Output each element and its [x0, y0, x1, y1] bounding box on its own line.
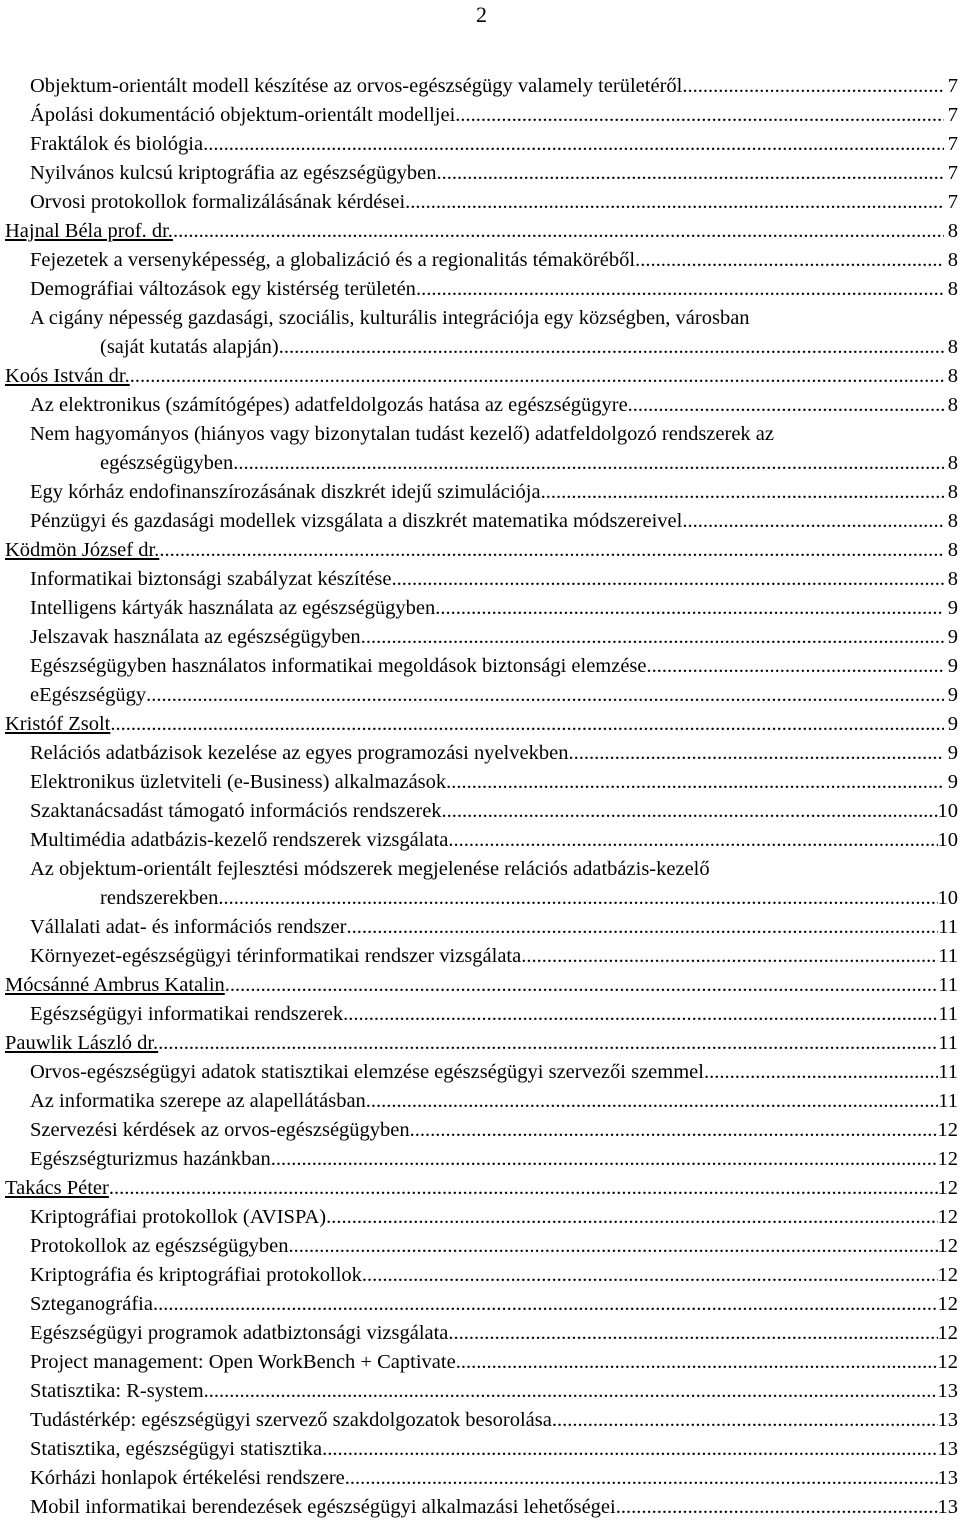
toc-entry-title: Nem hagyományos (hiányos vagy bizonytalan tudást kezelő) adatfeldolgozó rendszerek az: [30, 423, 774, 445]
toc-entry-title: Multimédia adatbázis-kezelő rendszerek vizsgálata: [30, 829, 449, 851]
toc-author-name: Pauwlik László dr.: [5, 1032, 159, 1054]
toc-entry[interactable]: [0, 1145, 960, 1174]
toc-entry-title: Ápolási dokumentáció objektum-orientált modelljei.: [30, 104, 461, 126]
toc-page-number: 12: [937, 1177, 958, 1199]
toc-entry[interactable]: [0, 1203, 960, 1232]
toc-page-number: 12: [937, 1235, 958, 1257]
toc-entry[interactable]: [0, 101, 960, 130]
toc-entry-title: Jelszavak használata az egészségügyben: [30, 626, 361, 648]
toc-author-entry[interactable]: [0, 536, 960, 565]
toc-entry-title: Egészségturizmus hazánkban: [30, 1148, 271, 1170]
toc-entry[interactable]: [0, 1000, 960, 1029]
toc-entry-title: Fraktálok és biológia: [30, 133, 204, 155]
toc-page-number: 8: [947, 249, 958, 271]
toc-page-number: 11: [938, 916, 958, 938]
toc-page-number: 8: [947, 336, 958, 358]
toc-entry-title: Környezet-egészségügyi térinformatikai rendszer vizsgálata: [30, 945, 522, 967]
dot-leader: [322, 1435, 937, 1464]
toc-page-number: 8: [947, 365, 958, 387]
toc-page-number: 13: [937, 1409, 958, 1431]
toc-entry[interactable]: [0, 739, 960, 768]
toc-author-name: Takács Péter: [5, 1177, 109, 1199]
dot-leader: [568, 739, 944, 768]
dot-leader: [346, 913, 938, 942]
toc-entry-title: Protokollok az egészségügyben: [30, 1235, 289, 1257]
toc-entry-title: Az elektronikus (számítógépes) adatfeldolgozás hatása az egészségügyre: [30, 394, 628, 416]
toc-page-number: 10: [937, 887, 958, 909]
toc-entry[interactable]: [0, 1087, 960, 1116]
toc-page-number: 11: [938, 1061, 958, 1083]
dot-leader: [521, 942, 938, 971]
dot-leader: [628, 391, 944, 420]
toc-page-number: 13: [937, 1496, 958, 1518]
dot-leader: [173, 217, 944, 246]
dot-leader: [361, 623, 944, 652]
toc-author-entry[interactable]: [0, 1029, 960, 1058]
toc-entry-title: Fejezetek a versenyképesség, a globalizáció és a regionalitás témaköréből: [30, 249, 636, 271]
toc-page-number: 12: [937, 1351, 958, 1373]
toc-author-name: Hajnal Béla prof. dr.: [5, 220, 173, 242]
toc-entry-title-continued: (saját kutatás alapján): [100, 336, 279, 358]
toc-page-number: 9: [947, 684, 958, 706]
toc-entry[interactable]: [0, 594, 960, 623]
toc-entry-title: Tudástérkép: egészségügyi szervező szakdolgozatok besorolása: [30, 1409, 552, 1431]
toc-entry-title: Orvosi protokollok formalizálásának kérdései: [30, 191, 406, 213]
toc-entry[interactable]: [0, 1493, 960, 1522]
toc-page-number: 9: [947, 626, 958, 648]
toc-page-number: 12: [937, 1264, 958, 1286]
toc-entry[interactable]: [0, 913, 960, 942]
toc-entry-title: Vállalati adat- és információs rendszer: [30, 916, 347, 938]
toc-entry[interactable]: [0, 507, 960, 536]
toc-entry-title: Egy kórház endofinanszírozásának diszkrét idejű szimulációja: [30, 481, 541, 503]
toc-page-number: 7: [947, 104, 958, 126]
toc-entry-title: Egészségügyben használatos informatikai megoldások biztonsági elemzése: [30, 655, 647, 677]
dot-leader: [233, 449, 944, 478]
toc-entry[interactable]: [0, 1058, 960, 1087]
toc-entry[interactable]: [0, 1348, 960, 1377]
toc-entry-title: Elektronikus üzletviteli (e-Business) alkalmazások: [30, 771, 447, 793]
toc-page-number: 7: [947, 191, 958, 213]
dot-leader: [146, 681, 944, 710]
toc-entry-title: Informatikai biztonsági szabályzat készítése: [30, 568, 392, 590]
toc-entry-title: Egészségügyi informatikai rendszerek: [30, 1003, 344, 1025]
toc-entry-title: Szervezési kérdések az orvos-egészségügyben: [30, 1119, 410, 1141]
toc-entry-title: Az informatika szerepe az alapellátásban: [30, 1090, 366, 1112]
toc-page-number: 12: [937, 1293, 958, 1315]
dot-leader: [460, 101, 944, 130]
toc-entry-title: Kriptográfia és kriptográfiai protokollok: [30, 1264, 362, 1286]
toc-entry[interactable]: [0, 275, 960, 304]
toc-entry[interactable]: [0, 942, 960, 971]
dot-leader: [416, 275, 944, 304]
toc-author-name: Kristóf Zsolt: [5, 713, 111, 735]
toc-author-name: Ködmön József dr.: [5, 539, 160, 561]
toc-page-number: 9: [947, 597, 958, 619]
toc-entry[interactable]: [0, 72, 960, 101]
dot-leader: [153, 1290, 938, 1319]
dot-leader: [343, 1000, 938, 1029]
toc-entry-title: Szteganográfia: [30, 1293, 153, 1315]
toc-entry-title-continued: egészségügyben: [100, 452, 234, 474]
toc-page-number: 10: [937, 829, 958, 851]
dot-leader: [448, 1319, 937, 1348]
toc-entry[interactable]: [0, 188, 960, 217]
toc-entry[interactable]: [0, 391, 960, 420]
toc-page-number: 8: [947, 278, 958, 300]
dot-leader: [159, 536, 944, 565]
toc-entry-title: Szaktanácsadást támogató információs rendszerek: [30, 800, 442, 822]
page-number: 2: [476, 2, 487, 27]
toc-entry-title: Orvos-egészségügyi adatok statisztikai elemzése egészségügyi szervezői szemmel: [30, 1061, 704, 1083]
toc-entry-title: Statisztika: R-system: [30, 1380, 204, 1402]
toc-page-number: 8: [947, 568, 958, 590]
toc-page-number: 13: [937, 1438, 958, 1460]
toc-author-entry[interactable]: [0, 971, 960, 1000]
dot-leader: [158, 1029, 938, 1058]
dot-leader: [391, 565, 944, 594]
dot-leader: [687, 72, 944, 101]
toc-entry[interactable]: [0, 246, 960, 275]
toc-entry[interactable]: [0, 623, 960, 652]
toc-entry[interactable]: [0, 159, 960, 188]
toc-entry[interactable]: [0, 1261, 960, 1290]
toc-entry[interactable]: [0, 1116, 960, 1145]
dot-leader: [271, 1145, 938, 1174]
dot-leader: [130, 362, 944, 391]
toc-entry[interactable]: [0, 304, 960, 362]
toc-page-number: 8: [947, 394, 958, 416]
dot-leader: [405, 188, 944, 217]
dot-leader: [203, 130, 944, 159]
toc-entry[interactable]: [0, 652, 960, 681]
toc-author-entry[interactable]: [0, 710, 960, 739]
toc-entry[interactable]: [0, 681, 960, 710]
toc-page-number: 10: [937, 800, 958, 822]
dot-leader: [225, 971, 938, 1000]
toc-page-number: 9: [947, 742, 958, 764]
dot-leader: [110, 710, 944, 739]
table-of-contents: [0, 72, 960, 1522]
dot-leader: [279, 333, 944, 362]
toc-entry[interactable]: [0, 565, 960, 594]
toc-entry-title-continued: rendszerekben: [100, 887, 219, 909]
toc-entry-title: A cigány népesség gazdasági, szociális, kulturális integrációja egy községben, városban: [30, 307, 750, 329]
toc-entry-title: Pénzügyi és gazdasági modellek vizsgálata a diszkrét matematika módszereivel: [30, 510, 683, 532]
toc-page-number: 12: [937, 1119, 958, 1141]
toc-entry-title: Relációs adatbázisok kezelése az egyes programozási nyelvekben: [30, 742, 569, 764]
toc-page-number: 8: [947, 481, 958, 503]
toc-entry-title: Kriptográfiai protokollok (AVISPA): [30, 1206, 327, 1228]
dot-leader: [326, 1203, 937, 1232]
toc-page-number: 11: [938, 1003, 958, 1025]
toc-entry[interactable]: [0, 420, 960, 478]
toc-entry[interactable]: [0, 1290, 960, 1319]
toc-author-entry[interactable]: [0, 217, 960, 246]
toc-entry[interactable]: [0, 855, 960, 913]
toc-entry-title: Statisztika, egészségügyi statisztika: [30, 1438, 323, 1460]
toc-page-number: 8: [947, 452, 958, 474]
toc-page-number: 9: [947, 771, 958, 793]
toc-page-number: 7: [947, 162, 958, 184]
dot-leader: [635, 246, 944, 275]
dot-leader: [448, 826, 937, 855]
toc-page-number: 8: [947, 539, 958, 561]
toc-page-number: 12: [937, 1206, 958, 1228]
dot-leader: [345, 1464, 938, 1493]
toc-page-number: 11: [938, 974, 958, 996]
toc-author-name: Mócsánné Ambrus Katalin: [5, 974, 225, 996]
dot-leader: [446, 768, 944, 797]
toc-page-number: 11: [938, 1032, 958, 1054]
toc-page-number: 9: [947, 655, 958, 677]
toc-entry-title: Intelligens kártyák használata az egészségügyben: [30, 597, 436, 619]
dot-leader: [552, 1406, 938, 1435]
toc-page-number: 11: [938, 1090, 958, 1112]
toc-page-number: 13: [937, 1380, 958, 1402]
toc-entry[interactable]: [0, 1406, 960, 1435]
dot-leader: [442, 797, 938, 826]
dot-leader: [456, 1348, 938, 1377]
dot-leader: [366, 1087, 938, 1116]
toc-entry-title: Egészségügyi programok adatbiztonsági vizsgálata: [30, 1322, 449, 1344]
toc-entry-title: Nyilvános kulcsú kriptográfia az egészségügyben: [30, 162, 437, 184]
dot-leader: [647, 652, 944, 681]
toc-author-entry[interactable]: [0, 1174, 960, 1203]
dot-leader: [109, 1174, 938, 1203]
toc-entry-title: Az objektum-orientált fejlesztési módszerek megjelenése relációs adatbázis-kezelő: [30, 858, 710, 880]
toc-entry[interactable]: [0, 1377, 960, 1406]
toc-entry[interactable]: [0, 1232, 960, 1261]
toc-entry[interactable]: [0, 1464, 960, 1493]
toc-entry[interactable]: [0, 478, 960, 507]
toc-page-number: 7: [947, 133, 958, 155]
toc-entry[interactable]: [0, 826, 960, 855]
toc-entry[interactable]: [0, 130, 960, 159]
dot-leader: [218, 884, 937, 913]
dot-leader: [410, 1116, 938, 1145]
toc-entry-title: Kórházi honlapok értékelési rendszere: [30, 1467, 345, 1489]
dot-leader: [436, 159, 944, 188]
toc-page-number: 12: [937, 1322, 958, 1344]
toc-entry-title: Objektum-orientált modell készítése az orvos-egészségügy valamely területéről.: [30, 75, 688, 97]
toc-author-name: Koós István dr.: [5, 365, 130, 387]
toc-entry[interactable]: [0, 1435, 960, 1464]
dot-leader: [541, 478, 944, 507]
dot-leader: [704, 1058, 938, 1087]
toc-entry[interactable]: [0, 1319, 960, 1348]
toc-entry[interactable]: [0, 797, 960, 826]
dot-leader: [616, 1493, 938, 1522]
toc-page-number: 11: [938, 945, 958, 967]
toc-entry-title: eEgészségügy: [30, 684, 147, 706]
toc-page-number: 8: [947, 220, 958, 242]
toc-page-number: 13: [937, 1467, 958, 1489]
dot-leader: [204, 1377, 938, 1406]
dot-leader: [682, 507, 944, 536]
toc-entry-title: Demográfiai változások egy kistérség területén: [30, 278, 416, 300]
dot-leader: [435, 594, 944, 623]
toc-author-entry[interactable]: [0, 362, 960, 391]
toc-entry-title: Mobil informatikai berendezések egészségügyi alkalmazási lehetőségei: [30, 1496, 616, 1518]
toc-entry-title: Project management: Open WorkBench + Captivate: [30, 1351, 456, 1373]
toc-page-number: 9: [947, 713, 958, 735]
dot-leader: [288, 1232, 937, 1261]
toc-page-number: 12: [937, 1148, 958, 1170]
dot-leader: [362, 1261, 938, 1290]
toc-page-number: 8: [947, 510, 958, 532]
toc-entry[interactable]: [0, 768, 960, 797]
toc-page-number: 7: [947, 75, 958, 97]
